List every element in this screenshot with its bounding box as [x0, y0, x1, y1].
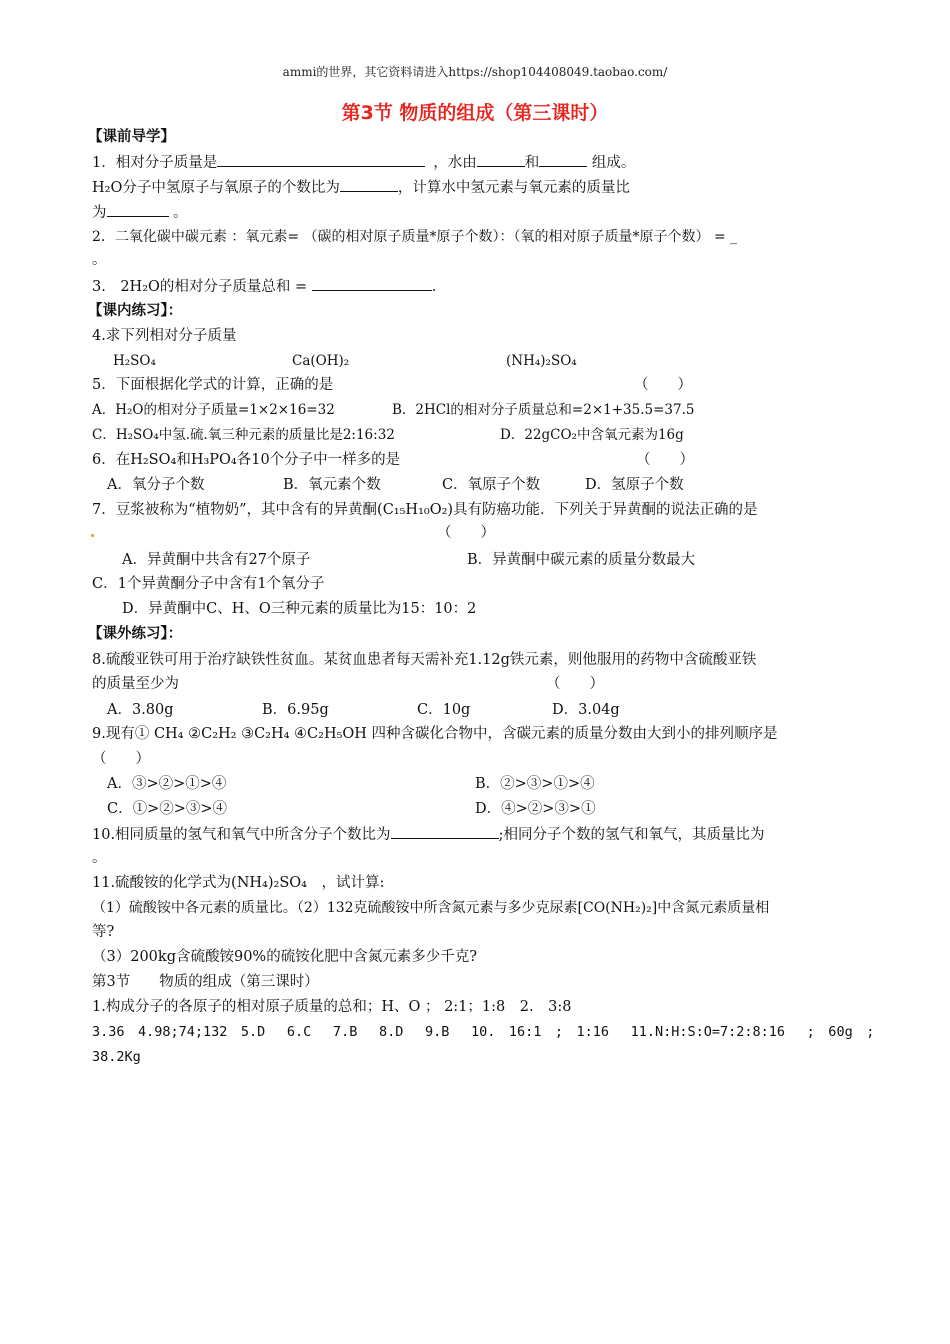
- q1-text-c: 和: [524, 155, 540, 171]
- blank: [217, 152, 425, 167]
- section-after-class: 【课外练习】：: [88, 626, 183, 642]
- answers-line3: 38.2Kg: [92, 1049, 141, 1065]
- q10-text-b: ;相同分子个数的氢气和氧气，其质量比为: [498, 827, 765, 843]
- page-title: 第3节 物质的组成（第三课时）: [341, 102, 609, 124]
- blank: [340, 177, 398, 192]
- q1-text-d: 组成。: [587, 155, 636, 171]
- question-5: 5．下面根据化学式的计算，正确的是: [92, 377, 334, 393]
- question-11-part3: （3）200kg含硫酸铵90%的硫铵化肥中含氮元素多少千克?: [92, 949, 477, 965]
- blank: [391, 824, 499, 839]
- q8-option-a: A．3.80g: [107, 702, 174, 718]
- q6-option-a: A．氧分子个数: [107, 477, 205, 493]
- question-11-part1: （1）硫酸铵中各元素的质量比。（2）132克硫酸铵中所含氮元素与多少克尿素[CO(NH₂)₂]中含氮元素质量相: [92, 900, 770, 916]
- q3-end: .: [431, 279, 437, 295]
- formula-nh4-2so4: (NH₄)₂SO₄: [506, 353, 577, 369]
- q6-option-d: D．氢原子个数: [585, 477, 684, 493]
- answer-paren: （ ）: [546, 676, 604, 692]
- question-6: 6．在H₂SO₄和H₃PO₄各10个分子中一样多的是: [92, 452, 401, 468]
- q9-option-d: D．④>②>③>①: [475, 801, 596, 817]
- decorative-dot: [91, 534, 94, 537]
- q3-text: 3. 2H₂O的相对分子质量总和 =: [92, 279, 312, 295]
- answers-line1: 1.构成分子的各原子的相对原子质量的总和；H、O ； 2:1；1:8 2. 3:8: [92, 999, 572, 1015]
- answer-paren: （ ）: [92, 751, 150, 767]
- answer-paren: （ ）: [636, 452, 694, 468]
- answers-line2: 3.36 4.98;74;132 5.D 6.C 7.B 8.D 9.B 10. 16:1 ; 1:16 11.N:H:S:O=7:2:8:16 ; 60g ;: [92, 1024, 875, 1040]
- blank: [312, 276, 432, 291]
- question-7: 7．豆浆被称为“植物奶”，其中含有的异黄酮(C₁₅H₁₀O₂)具有防癌功能．下列关于异黄酮的说法正确的是: [92, 502, 758, 518]
- answer-paren: （ ）: [634, 377, 692, 393]
- formula-h2so4: H₂SO₄: [113, 353, 156, 369]
- blank: [477, 152, 525, 167]
- q6-option-c: C．氧原子个数: [442, 477, 541, 493]
- q7-option-d: D．异黄酮中C、H、O三种元素的质量比为15：10：2: [122, 601, 477, 617]
- q8-option-b: B．6.95g: [262, 702, 329, 718]
- q1-text-f: ，计算水中氢元素与氧元素的质量比: [397, 180, 630, 196]
- question-1: [92, 152, 635, 173]
- question-2-end: 。: [92, 252, 107, 268]
- question-11: 11.硫酸铵的化学式为(NH₄)₂SO₄ ，试计算:: [92, 875, 385, 891]
- q9-option-b: B．②>③>①>④: [475, 776, 595, 792]
- question-11-part1-end: 等?: [92, 924, 115, 940]
- q5-option-d: D．22gCO₂中含氧元素为16g: [500, 427, 684, 443]
- q9-option-a: A．③>②>①>④: [107, 776, 227, 792]
- question-2: 2．二氧化碳中碳元素 ：氧元素= （碳的相对原子质量*原子个数）：（氧的相对原子质量*原子个数） = _: [92, 229, 738, 245]
- section-pre-study: 【课前导学】: [88, 129, 175, 145]
- q7-option-a: A．异黄酮中共含有27个原子: [122, 552, 311, 568]
- q1-text-e: H₂O分子中氢原子与氧原子的个数比为: [92, 180, 340, 196]
- section-in-class: 【课内练习】：: [88, 303, 183, 319]
- q1-text-b: ，水由: [433, 155, 477, 171]
- question-1-line2: [92, 177, 630, 198]
- question-8-line2: 的质量至少为: [92, 676, 179, 692]
- q6-option-b: B．氧元素个数: [283, 477, 381, 493]
- q5-option-b: B．2HCl的相对分子质量总和=2×1+35.5=37.5: [392, 402, 695, 418]
- question-3: [92, 276, 436, 297]
- q8-option-c: C．10g: [417, 702, 471, 718]
- question-10-end: 。: [92, 850, 107, 866]
- q7-option-b: B．异黄酮中碳元素的质量分数最大: [467, 552, 696, 568]
- q5-option-c: C．H₂SO₄中氢.硫.氧三种元素的质量比是2:16:32: [92, 427, 395, 443]
- blank: [107, 202, 169, 217]
- answer-paren: （ ）: [437, 525, 495, 541]
- question-10: [92, 824, 764, 845]
- q10-text-a: 10.相同质量的氢气和氧气中所含分子个数比为: [92, 827, 391, 843]
- formula-caoh2: Ca(OH)₂: [292, 353, 350, 369]
- q9-option-c: C．①>②>③>④: [107, 801, 228, 817]
- q7-option-c: C．1个异黄酮分子中含有1个氧分子: [92, 576, 325, 592]
- page-header: ammi的世界，其它资料请进入https://shop104408049.taobao.com/: [282, 65, 668, 79]
- question-1-line3: [92, 202, 188, 223]
- question-4: 4.求下列相对分子质量: [92, 328, 237, 344]
- q1-text-g: 为: [92, 205, 107, 221]
- q5-option-a: A．H₂O的相对分子质量=1×2×16=32: [92, 402, 335, 418]
- answers-title: 第3节 物质的组成（第三课时）: [92, 974, 319, 990]
- blank: [539, 152, 587, 167]
- q1-text-h: 。: [168, 205, 188, 221]
- question-9: 9.现有① CH₄ ②C₂H₂ ③C₂H₄ ④C₂H₅OH 四种含碳化合物中，含碳元素的质量分数由大到小的排列顺序是: [92, 726, 778, 742]
- question-8: 8.硫酸亚铁可用于治疗缺铁性贫血。某贫血患者每天需补充1.12g铁元素，则他服用的药物中含硫酸亚铁: [92, 652, 757, 668]
- q1-text-a: 1．相对分子质量是: [92, 155, 218, 171]
- q8-option-d: D．3.04g: [552, 702, 620, 718]
